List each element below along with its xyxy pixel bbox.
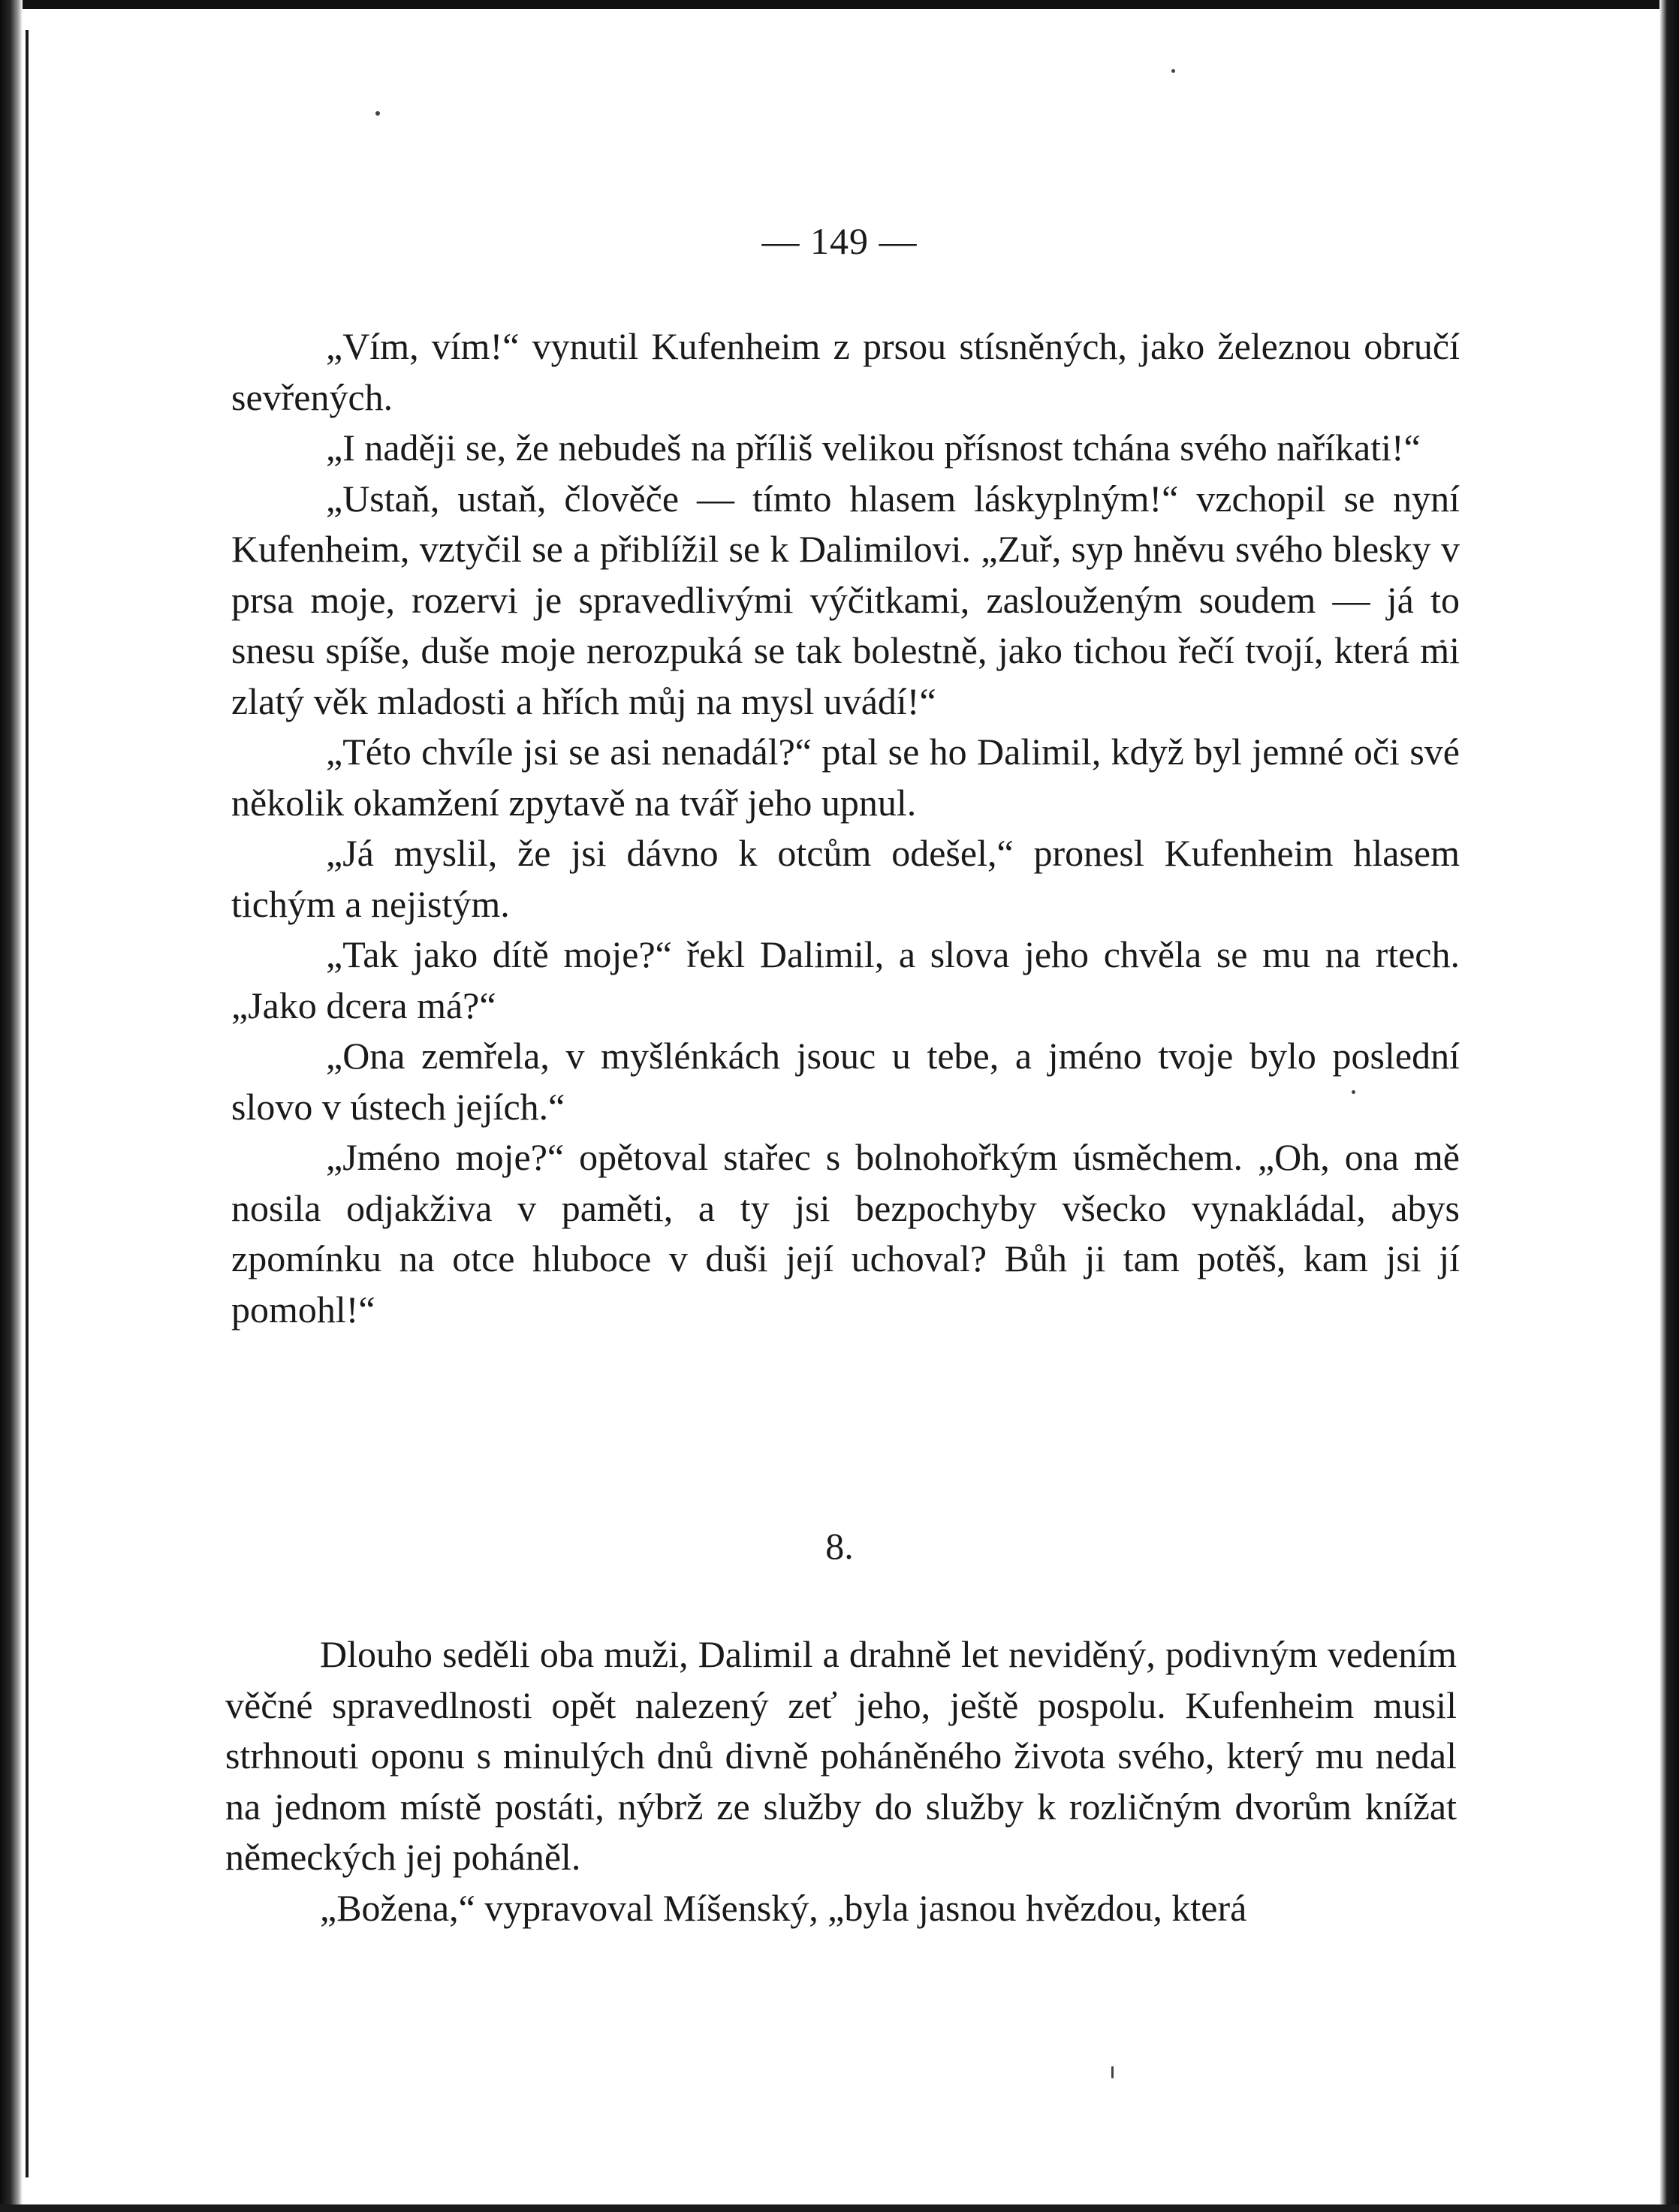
scan-border-left [0,0,23,2212]
paragraph: „Jméno moje?“ opětoval stařec s bolnohořkým úsměchem. „Oh, ona mě nosila odjakživa v paměti, a ty jsi bezpochyby všecko vynakládal, abys zpomínku na otce hluboce v duši její uchoval? Bůh ji tam potěš, kam jsi jí pomohl!“ [231,1136,1460,1331]
paragraph: Dlouho seděli oba muži, Dalimil a drahně let neviděný, podivným vedením věčné spravedlnosti opět nalezený zeť jeho, ještě pospolu. Kufenheim musil strhnouti oponu s minulých dnů divně poháněného života svého, který mu nedal na jednom místě postáti, nýbrž ze služby do služby k rozličným dvorům knížat německých jej poháněl. [225,1633,1457,1878]
paragraph: „Božena,“ vypravoval Míšenský, „byla jasnou hvězdou, která [320,1886,1247,1929]
section-number: 8. [825,1525,854,1567]
paragraph: „Tak jako dítě moje?“ řekl Dalimil, a slova jeho chvěla se mu na rtech. „Jako dcera má?“ [231,933,1460,1026]
paragraph: „Ustaň, ustaň, člověče — tímto hlasem láskyplným!“ vzchopil se nyní Kufenheim, vztyčil se a přiblížil se k Dalimilovi. „Zuř, syp hněvu svého blesky v prsa moje, rozervi je spravedlivými výčitkami, zaslouženým soudem — já to snesu spíše, duše moje nerozpuká se tak bolestně, jako tichou řečí tvojí, která mi zlatý věk mladosti a hřích můj na mysl uvádí!“ [231,477,1460,722]
paragraph: „Vím, vím!“ vynutil Kufenheim z prsou stísněných, jako železnou obručí sevřených. [231,325,1460,418]
scan-speck [1111,2066,1114,2078]
body-text-part2 [225,1629,1457,1933]
scan-border-right [1659,0,1679,2212]
paragraph: „Této chvíle jsi se asi nenadál?“ ptal se ho Dalimil, když byl jemné oči své několik okamžení zpytavě na tvář jeho upnul. [231,731,1460,824]
scan-speck [1171,69,1175,73]
paragraph: „Já myslil, že jsi dávno k otcům odešel,“ pronesl Kufenheim hlasem tichým a nejistým. [231,832,1460,925]
page-number: — 149 — [761,220,918,262]
paragraph: „Ona zemřela, v myšlénkách jsouc u tebe, a jméno tvoje bylo poslední slovo v ústech jejích.“ [231,1035,1460,1128]
scan-border-bottom [0,2204,1679,2212]
scan-border-top [0,0,1679,9]
body-text-part1 [231,321,1460,1335]
scan-border-left-line [26,30,29,2177]
paragraph: „I naději se, že nebudeš na příliš velikou přísnost tchána svého naříkati!“ [326,426,1421,469]
scan-speck [375,111,380,116]
